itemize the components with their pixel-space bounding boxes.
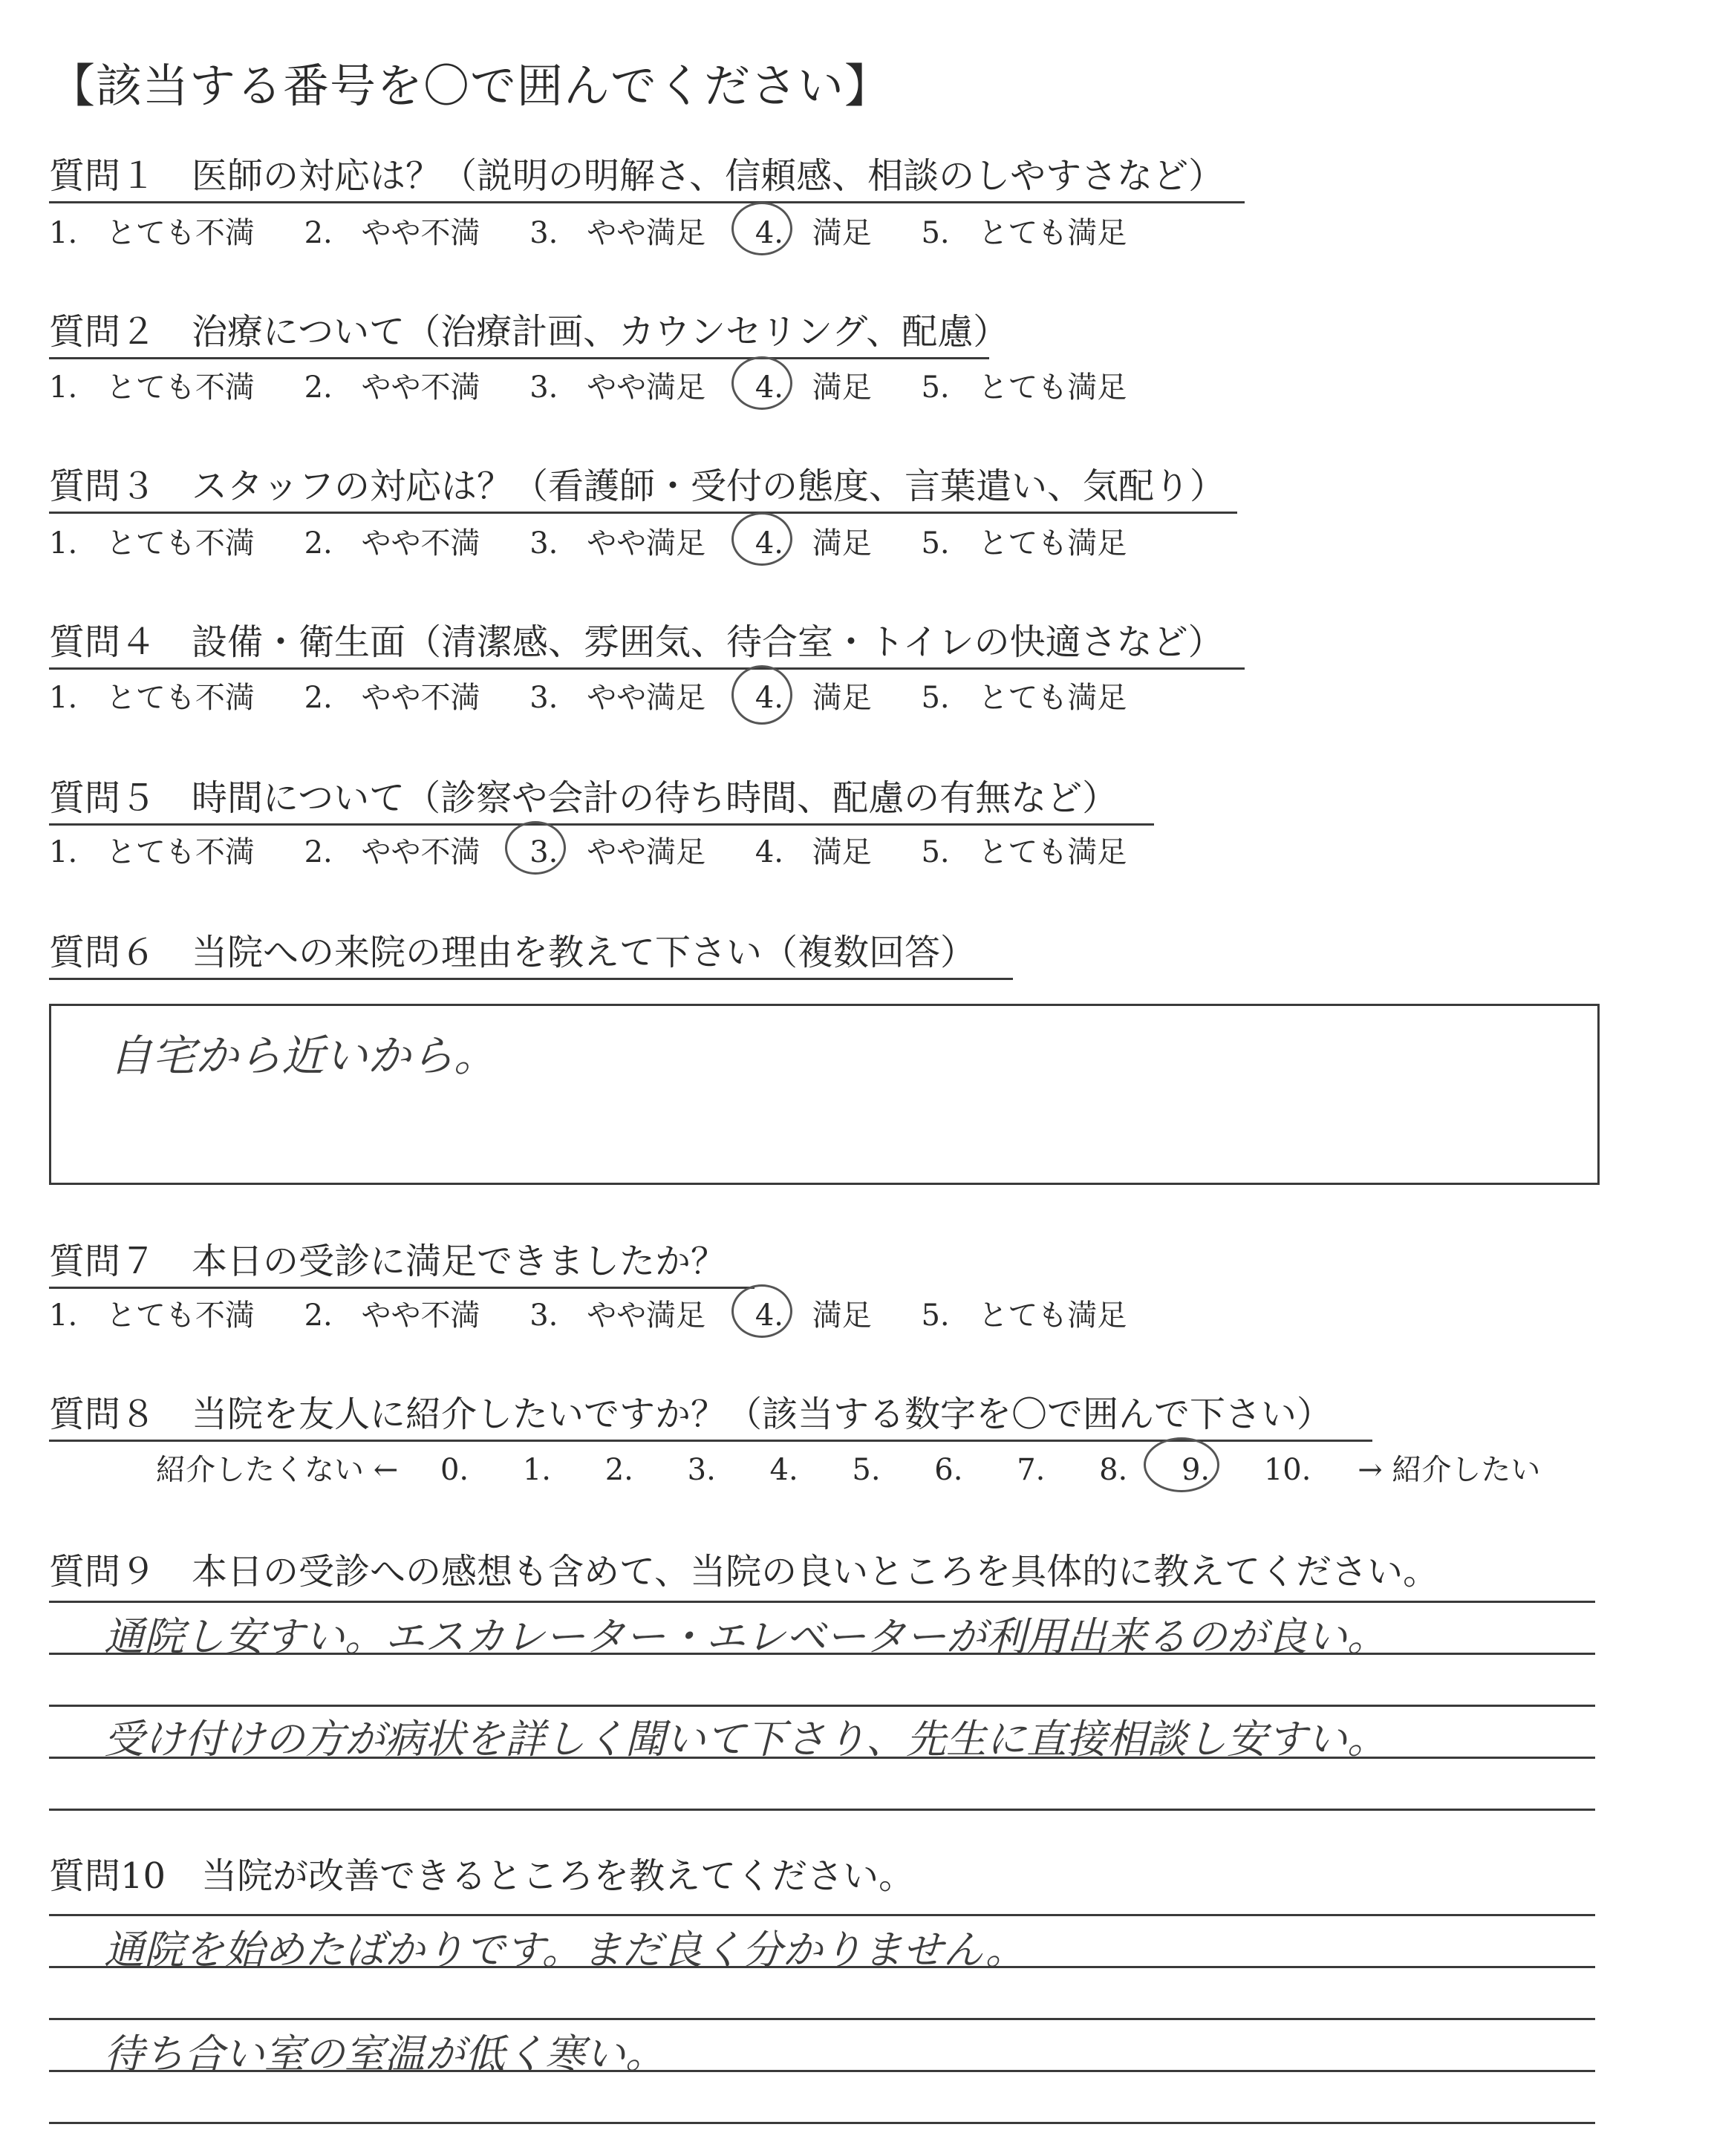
option-2-label[interactable]: やや不満 (361, 216, 480, 250)
option-4-num[interactable]: 4. (755, 526, 783, 561)
option-5-label[interactable]: とても満足 (978, 526, 1127, 561)
option-1-num[interactable]: 1. (49, 216, 78, 250)
question-1-text (49, 147, 1245, 203)
option-5-num[interactable]: 5. (921, 835, 950, 869)
option-1-label[interactable]: とても不満 (105, 216, 255, 250)
question-5-label: 質問５ (49, 777, 157, 819)
option-3-label[interactable]: やや満足 (587, 526, 706, 561)
question-2-label: 質問２ (49, 311, 157, 353)
option-4-num[interactable]: 4. (755, 216, 783, 250)
scale-number-6[interactable]: 6. (934, 1453, 963, 1487)
option-5-num[interactable]: 5. (921, 216, 950, 250)
handwritten-answer-q10-line2: 待ち合い室の室温が低く寒い。 (104, 2031, 665, 2077)
option-5-label[interactable]: とても満足 (978, 835, 1127, 869)
option-2-num[interactable]: 2. (304, 681, 333, 715)
question-8-scale (156, 1446, 1540, 1489)
option-4-label[interactable]: 満足 (812, 370, 872, 405)
option-1-num[interactable]: 1. (49, 835, 78, 869)
question-10-prompt: 当院が改善できるところを教えてください。 (201, 1855, 915, 1897)
scale-number-5[interactable]: 5. (852, 1453, 881, 1487)
scale-number-7[interactable]: 7. (1017, 1453, 1046, 1487)
option-5-num[interactable]: 5. (921, 1298, 950, 1333)
option-3-label[interactable]: やや満足 (587, 1298, 706, 1333)
selection-circle-q8 (1144, 1437, 1219, 1492)
question-8-text (49, 1385, 1372, 1442)
option-2-num[interactable]: 2. (304, 370, 333, 405)
scale-number-1[interactable]: 1. (522, 1453, 552, 1487)
option-5-num[interactable]: 5. (921, 526, 950, 561)
question-9-text (49, 1543, 1438, 1594)
handwritten-answer-q9-line1: 通院し安すい。エスカレーター・エレベーターが利用出来るのが良い。 (104, 1613, 1387, 1660)
question-7-text (49, 1232, 755, 1289)
question-1-prompt: 医師の対応は？（説明の明解さ、信頼感、相談のしやすさなど） (192, 155, 1225, 197)
option-2-label[interactable]: やや不満 (361, 526, 480, 561)
option-4-label[interactable]: 満足 (812, 835, 872, 869)
option-3-label[interactable]: やや満足 (587, 835, 706, 869)
form-heading: 【該当する番号を〇で囲んでください】 (49, 59, 892, 113)
option-5-num[interactable]: 5. (921, 681, 950, 715)
option-1-num[interactable]: 1. (49, 526, 78, 561)
option-3-label[interactable]: やや満足 (587, 370, 706, 405)
question-9-label: 質問９ (49, 1551, 157, 1592)
selection-circle-q5 (505, 821, 566, 875)
question-6-label: 質問６ (49, 932, 157, 973)
answer-box-q6[interactable] (49, 1004, 1600, 1185)
option-2-label[interactable]: やや不満 (361, 370, 480, 405)
question-4-options (49, 674, 1127, 716)
question-4-prompt: 設備・衛生面（清潔感、雰囲気、待合室・トイレの快適さなど） (192, 621, 1224, 663)
question-5-prompt: 時間について（診察や会計の待ち時間、配慮の有無など） (192, 777, 1118, 819)
scale-number-0[interactable]: 0. (440, 1453, 469, 1487)
selection-circle-q1 (731, 202, 792, 255)
answer-line (49, 1809, 1595, 1811)
selection-circle-q7 (731, 1284, 792, 1338)
answer-line (49, 1601, 1595, 1603)
option-4-label[interactable]: 満足 (812, 526, 872, 561)
option-3-label[interactable]: やや満足 (587, 216, 706, 250)
option-3-label[interactable]: やや満足 (587, 681, 706, 715)
question-8-prompt: 当院を友人に紹介したいですか？（該当する数字を〇で囲んで下さい） (192, 1394, 1333, 1435)
question-6-text (49, 924, 1013, 980)
answer-line (49, 2018, 1595, 2020)
scale-right-label: → 紹介したい (1358, 1453, 1541, 1487)
option-4-num[interactable]: 4. (755, 370, 783, 405)
option-5-label[interactable]: とても満足 (978, 370, 1127, 405)
scale-number-10[interactable]: 10. (1263, 1453, 1311, 1487)
question-10-text (49, 1847, 914, 1898)
option-2-label[interactable]: やや不満 (361, 835, 480, 869)
option-1-label[interactable]: とても不満 (105, 526, 255, 561)
question-2-text (49, 303, 1009, 359)
handwritten-answer-q10-line1: 通院を始めたばかりです。まだ良く分かりません。 (104, 1927, 1026, 1973)
question-5-text (49, 769, 1154, 826)
option-3-num[interactable]: 3. (529, 370, 558, 405)
answer-line (49, 1705, 1595, 1707)
option-5-label[interactable]: とても満足 (978, 681, 1127, 715)
scale-number-8[interactable]: 8. (1099, 1453, 1128, 1487)
option-4-num[interactable]: 4. (755, 681, 783, 715)
option-2-label[interactable]: やや不満 (361, 1298, 480, 1333)
option-2-num[interactable]: 2. (304, 1298, 333, 1333)
question-3-options (49, 520, 1127, 562)
option-1-label[interactable]: とても不満 (105, 370, 255, 405)
option-4-num[interactable]: 4. (755, 1298, 783, 1333)
question-1-options (49, 209, 1127, 252)
question-9-prompt: 本日の受診への感想も含めて、当院の良いところを具体的に教えてください。 (192, 1551, 1439, 1592)
option-2-num[interactable]: 2. (304, 835, 333, 869)
option-5-label[interactable]: とても満足 (978, 1298, 1127, 1333)
question-4-label: 質問４ (49, 621, 157, 663)
option-3-num[interactable]: 3. (529, 681, 558, 715)
answer-line (49, 1914, 1595, 1916)
option-1-num[interactable]: 1. (49, 681, 78, 715)
question-7-label: 質問７ (49, 1241, 157, 1282)
option-1-label[interactable]: とても不満 (105, 835, 255, 869)
question-2-prompt: 治療について（治療計画、カウンセリング、配慮） (192, 311, 1009, 353)
option-4-label[interactable]: 満足 (812, 681, 872, 715)
scale-number-3[interactable]: 3. (687, 1453, 716, 1487)
scale-number-4[interactable]: 4. (769, 1453, 798, 1487)
question-7-options (49, 1292, 1127, 1334)
option-1-label[interactable]: とても不満 (105, 681, 255, 715)
question-2-options (49, 364, 1127, 406)
scale-number-9[interactable]: 9. (1181, 1453, 1210, 1487)
option-4-num[interactable]: 4. (755, 835, 783, 869)
scale-number-2[interactable]: 2. (604, 1453, 633, 1487)
question-4-text (49, 613, 1245, 670)
option-3-num[interactable]: 3. (529, 216, 558, 250)
option-5-label[interactable]: とても満足 (978, 216, 1127, 250)
option-2-label[interactable]: やや不満 (361, 681, 480, 715)
question-3-prompt: スタッフの対応は？（看護師・受付の態度、言葉遣い、気配り） (192, 466, 1226, 507)
question-8-label: 質問８ (49, 1394, 157, 1435)
option-3-num[interactable]: 3. (529, 835, 558, 869)
selection-circle-q2 (731, 356, 792, 410)
option-2-num[interactable]: 2. (304, 526, 333, 561)
option-3-num[interactable]: 3. (529, 1298, 558, 1333)
question-10-label: 質問10 (49, 1855, 166, 1897)
question-3-text (49, 457, 1237, 514)
option-1-num[interactable]: 1. (49, 370, 78, 405)
selection-circle-q4 (731, 665, 792, 725)
question-7-prompt: 本日の受診に満足できましたか？ (192, 1241, 727, 1282)
option-4-label[interactable]: 満足 (812, 1298, 872, 1333)
question-5-options (49, 829, 1127, 871)
option-4-label[interactable]: 満足 (812, 216, 872, 250)
option-1-label[interactable]: とても不満 (105, 1298, 255, 1333)
scale-left-label: 紹介したくない ← (156, 1453, 399, 1487)
question-1-label: 質問１ (49, 155, 157, 197)
selection-circle-q3 (731, 512, 792, 566)
question-3-label: 質問３ (49, 466, 157, 507)
handwritten-answer-q9-line2: 受け付けの方が病状を詳しく聞いて下さり、先生に直接相談し安すい。 (104, 1716, 1387, 1763)
option-1-num[interactable]: 1. (49, 1298, 78, 1333)
option-2-num[interactable]: 2. (304, 216, 333, 250)
question-6-prompt: 当院への来院の理由を教えて下さい（複数回答） (192, 932, 977, 973)
answer-line (49, 2122, 1595, 2124)
handwritten-answer-q6: 自宅から近いから。 (109, 1030, 498, 1081)
option-5-num[interactable]: 5. (921, 370, 950, 405)
option-3-num[interactable]: 3. (529, 526, 558, 561)
